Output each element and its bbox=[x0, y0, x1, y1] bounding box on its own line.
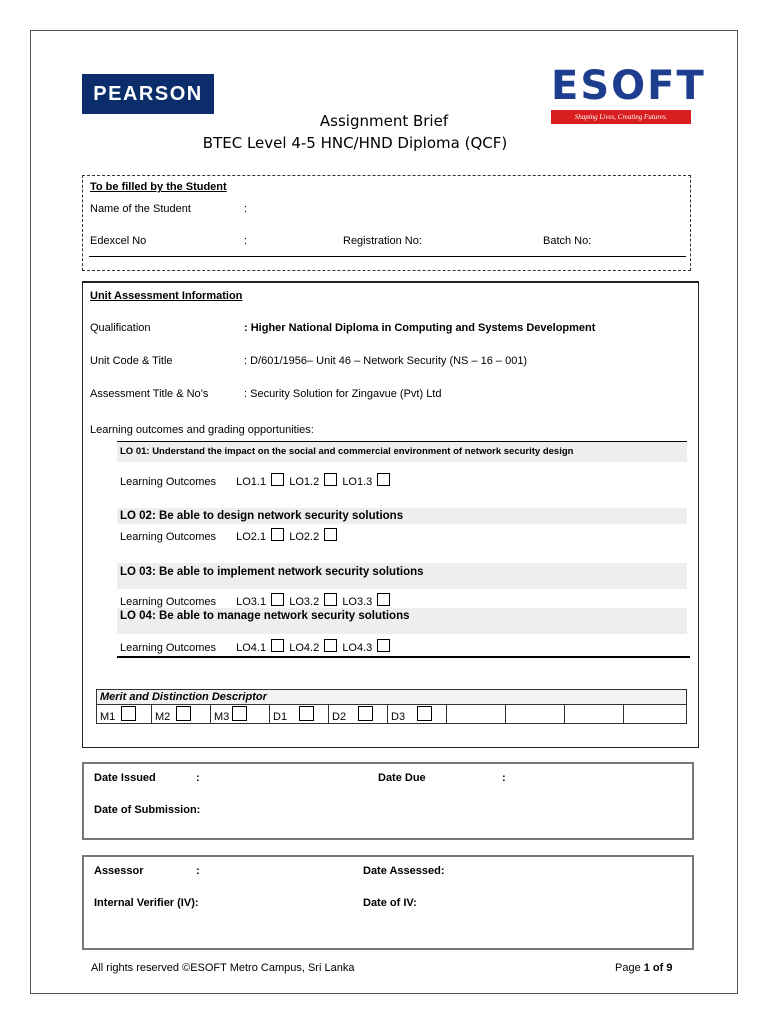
lo2-outcomes-label: Learning Outcomes bbox=[120, 531, 216, 543]
unit-code-value: : D/601/1956– Unit 46 – Network Security (NS – 16 – 001) bbox=[244, 355, 528, 367]
merit-empty-cell-2 bbox=[506, 705, 565, 724]
qualification-value: : Higher National Diploma in Computing and Systems Development bbox=[244, 322, 596, 334]
merit-d3-cell bbox=[388, 705, 447, 724]
student-heading: To be filled by the Student bbox=[90, 181, 227, 193]
m2-label: M2 bbox=[155, 710, 171, 723]
lo1-outcomes-label: Learning Outcomes bbox=[120, 476, 216, 488]
lo4-2-label: LO4.2 bbox=[289, 642, 320, 654]
lo3-3-label: LO3.3 bbox=[342, 596, 373, 608]
student-name-label: Name of the Student bbox=[90, 203, 191, 215]
lo1-2-checkbox[interactable] bbox=[324, 473, 337, 486]
m2-checkbox[interactable] bbox=[176, 706, 191, 721]
merit-heading: Merit and Distinction Descriptor bbox=[97, 690, 687, 705]
assessor-label: Assessor bbox=[94, 865, 144, 877]
esoft-logo-text: ESOFT bbox=[551, 63, 706, 109]
merit-distinction-table bbox=[96, 689, 687, 724]
merit-d1-cell bbox=[270, 705, 329, 724]
footer-copyright: All rights reserved ©ESOFT Metro Campus, Sri Lanka bbox=[91, 962, 355, 974]
date-due-label: Date Due bbox=[378, 772, 426, 784]
lo3-outcomes-label: Learning Outcomes bbox=[120, 596, 216, 608]
lo2-outcomes bbox=[120, 528, 339, 543]
lo4-2-checkbox[interactable] bbox=[324, 639, 337, 652]
lo3-1-checkbox[interactable] bbox=[271, 593, 284, 606]
date-submission-label: Date of Submission: bbox=[94, 804, 201, 816]
date-due-colon: : bbox=[502, 772, 506, 784]
m3-label: M3 bbox=[214, 710, 230, 723]
date-issued-label: Date Issued bbox=[94, 772, 156, 784]
unit-code-label: Unit Code & Title bbox=[90, 355, 173, 367]
student-rule bbox=[89, 256, 686, 257]
page-total: 9 bbox=[666, 962, 673, 974]
qualification-label: Qualification bbox=[90, 322, 151, 334]
lo1-1-checkbox[interactable] bbox=[271, 473, 284, 486]
lo2-title: LO 02: Be able to design network security solutions bbox=[120, 510, 404, 522]
date-iv-label: Date of IV: bbox=[363, 897, 417, 909]
lo4-outcomes-label: Learning Outcomes bbox=[120, 642, 216, 654]
lo1-3-checkbox[interactable] bbox=[377, 473, 390, 486]
lo1-3-label: LO1.3 bbox=[342, 476, 373, 488]
page-current: 1 bbox=[643, 962, 650, 974]
assessor-colon: : bbox=[196, 865, 200, 877]
lo4-3-label: LO4.3 bbox=[342, 642, 373, 654]
edexcel-label: Edexcel No bbox=[90, 235, 147, 247]
lo3-title: LO 03: Be able to implement network security solutions bbox=[120, 566, 424, 578]
lo4-title: LO 04: Be able to manage network security solutions bbox=[120, 610, 410, 622]
footer-page-number bbox=[615, 962, 673, 974]
date-assessed-label: Date Assessed: bbox=[363, 865, 445, 877]
merit-empty-cell-3 bbox=[565, 705, 624, 724]
lo3-3-checkbox[interactable] bbox=[377, 593, 390, 606]
lo2-1-checkbox[interactable] bbox=[271, 528, 284, 541]
lo2-2-label: LO2.2 bbox=[289, 531, 320, 543]
merit-m1-cell bbox=[97, 705, 152, 724]
d3-label: D3 bbox=[391, 710, 406, 723]
internal-verifier-label: Internal Verifier (IV): bbox=[94, 897, 199, 909]
esoft-tagline: Shaping Lives, Creating Futures. bbox=[551, 110, 691, 124]
lo3-outcomes bbox=[120, 593, 392, 608]
merit-m2-cell bbox=[152, 705, 211, 724]
d2-checkbox[interactable] bbox=[358, 706, 373, 721]
document-subtitle: BTEC Level 4-5 HNC/HND Diploma (QCF) bbox=[202, 134, 508, 152]
lo4-1-checkbox[interactable] bbox=[271, 639, 284, 652]
page-prefix: Page bbox=[615, 962, 644, 974]
merit-empty-cell-4 bbox=[624, 705, 687, 724]
lo-bottom-rule bbox=[117, 656, 690, 658]
lo-intro: Learning outcomes and grading opportunities: bbox=[90, 424, 314, 436]
lo4-3-checkbox[interactable] bbox=[377, 639, 390, 652]
pearson-logo-text: PEARSON bbox=[93, 82, 203, 105]
lo2-1-label: LO2.1 bbox=[236, 531, 267, 543]
document-title: Assignment Brief bbox=[319, 112, 449, 130]
batch-label: Batch No: bbox=[543, 235, 592, 247]
assessment-title-label: Assessment Title & No’s bbox=[90, 388, 209, 400]
student-name-colon: : bbox=[244, 203, 248, 215]
merit-empty-cell-1 bbox=[447, 705, 506, 724]
unit-heading: Unit Assessment Information bbox=[90, 290, 243, 302]
lo1-top-rule bbox=[117, 441, 687, 442]
m3-checkbox[interactable] bbox=[232, 706, 247, 721]
lo1-2-label: LO1.2 bbox=[289, 476, 320, 488]
lo3-2-checkbox[interactable] bbox=[324, 593, 337, 606]
merit-m3-cell bbox=[211, 705, 270, 724]
d1-checkbox[interactable] bbox=[299, 706, 314, 721]
lo4-outcomes bbox=[120, 639, 392, 654]
lo1-title: LO 01: Understand the impact on the social and commercial environment of network security design bbox=[120, 446, 574, 457]
page-of: of bbox=[649, 962, 667, 974]
m1-label: M1 bbox=[100, 710, 116, 723]
d2-label: D2 bbox=[332, 710, 347, 723]
lo4-1-label: LO4.1 bbox=[236, 642, 267, 654]
lo1-outcomes bbox=[120, 473, 392, 488]
d1-label: D1 bbox=[273, 710, 288, 723]
lo1-1-label: LO1.1 bbox=[236, 476, 267, 488]
pearson-logo bbox=[82, 74, 214, 114]
merit-d2-cell bbox=[329, 705, 388, 724]
m1-checkbox[interactable] bbox=[121, 706, 136, 721]
d3-checkbox[interactable] bbox=[417, 706, 432, 721]
lo3-2-label: LO3.2 bbox=[289, 596, 320, 608]
date-issued-colon: : bbox=[196, 772, 200, 784]
lo2-2-checkbox[interactable] bbox=[324, 528, 337, 541]
registration-label: Registration No: bbox=[343, 235, 422, 247]
assessment-title-value: : Security Solution for Zingavue (Pvt) Ltd bbox=[244, 388, 442, 400]
lo3-1-label: LO3.1 bbox=[236, 596, 267, 608]
edexcel-colon: : bbox=[244, 235, 248, 247]
